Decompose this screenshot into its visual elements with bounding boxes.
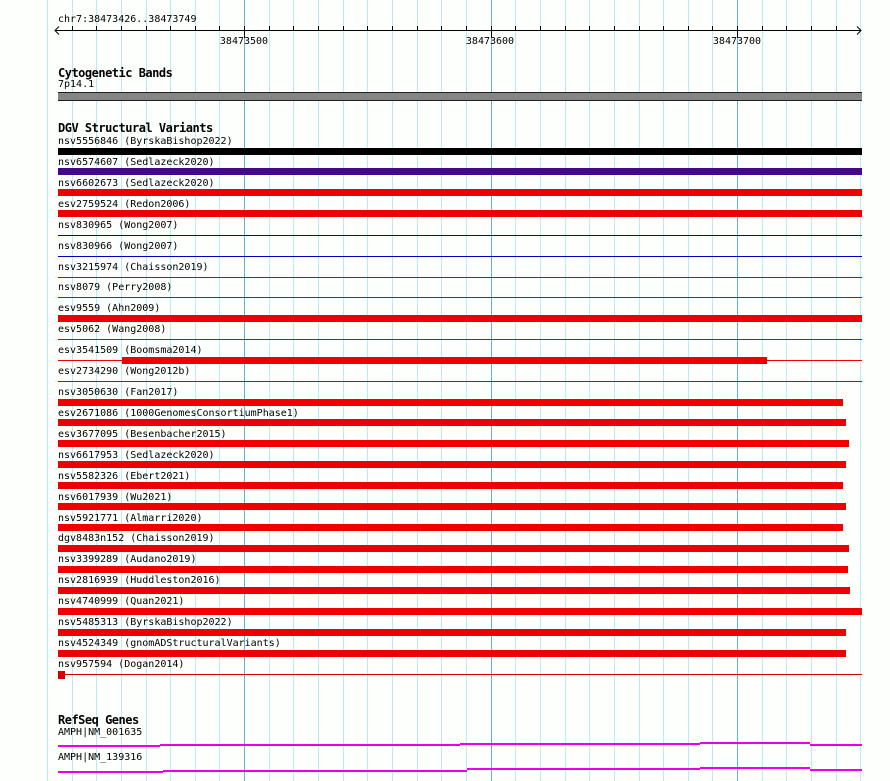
- variant-label: nsv5556846 (ByrskaBishop2022): [58, 136, 233, 147]
- minor-gridline: [836, 0, 837, 781]
- ruler-tick: [639, 26, 640, 30]
- ruler-tick: [540, 26, 541, 30]
- variant-label: nsv8079 (Perry2008): [58, 282, 173, 294]
- variant-bar[interactable]: [58, 277, 862, 278]
- cytoband-bar[interactable]: [58, 92, 862, 101]
- ruler-tick: [318, 26, 319, 30]
- minor-gridline: [343, 0, 344, 781]
- variant-label: nsv3215974 (Chaisson2019): [58, 261, 209, 273]
- ruler-tick: [293, 26, 294, 30]
- minor-gridline: [417, 0, 418, 781]
- minor-gridline: [589, 0, 590, 781]
- variant-bar[interactable]: [58, 315, 862, 322]
- variant-label: esv3677095 (Besenbacher2015): [58, 428, 227, 440]
- variant-bar[interactable]: [58, 566, 848, 573]
- dgv-header: DGV Structural Variants: [58, 121, 213, 135]
- variant-label: nsv4524349 (gnomADStructuralVariants): [58, 638, 281, 650]
- variant-label: nsv5485313 (ByrskaBishop2022): [58, 617, 233, 629]
- minor-gridline: [786, 0, 787, 781]
- variant-bar[interactable]: [58, 482, 843, 489]
- ruler-tick-label: 38473500: [219, 36, 269, 47]
- variant-label: esv5062 (Wang2008): [58, 324, 167, 336]
- minor-gridline: [811, 0, 812, 781]
- variant-label: nsv4740999 (Quan2021): [58, 596, 185, 608]
- variant-bar[interactable]: [58, 168, 862, 175]
- variant-bar[interactable]: [58, 650, 846, 657]
- minor-gridline: [367, 0, 368, 781]
- variant-bar[interactable]: [122, 357, 767, 364]
- minor-gridline: [663, 0, 664, 781]
- ruler-tick: [219, 26, 220, 30]
- ruler-tick-label: 38473600: [465, 36, 515, 47]
- region-title: chr7:38473426..38473749: [58, 14, 197, 25]
- ruler-tick: [170, 26, 171, 30]
- gene-line[interactable]: [810, 744, 862, 746]
- variant-label: nsv6574607 (Sedlazeck2020): [58, 156, 215, 168]
- gene-line[interactable]: [460, 743, 700, 745]
- minor-gridline: [762, 0, 763, 781]
- ruler-tick: [367, 26, 368, 30]
- minor-gridline: [219, 0, 220, 781]
- gene-line[interactable]: [700, 767, 810, 769]
- ruler-tick: [269, 26, 270, 30]
- variant-label: nsv2816939 (Huddleston2016): [58, 575, 221, 587]
- ruler-tick: [688, 26, 689, 30]
- ruler-tick-label: 38473700: [712, 36, 762, 47]
- cytogenetic-bands-header: Cytogenetic Bands: [58, 66, 173, 80]
- variant-bar[interactable]: [767, 360, 862, 361]
- variant-bar[interactable]: [58, 440, 849, 447]
- ruler-tick: [195, 26, 196, 30]
- minor-gridline: [269, 0, 270, 781]
- variant-label: esv2759524 (Redon2006): [58, 198, 191, 210]
- variant-label: nsv6617953 (Sedlazeck2020): [58, 449, 215, 461]
- variant-label: nsv5582326 (Ebert2021): [58, 470, 191, 482]
- gene-line[interactable]: [467, 768, 700, 770]
- ruler-tick: [96, 26, 97, 30]
- variant-bar[interactable]: [58, 545, 849, 552]
- variant-bar[interactable]: [58, 671, 65, 679]
- variant-label: dgv8483n152 (Chaisson2019): [58, 533, 215, 545]
- ruler-tick: [417, 26, 418, 30]
- variant-bar[interactable]: [58, 210, 862, 217]
- gene-line[interactable]: [163, 770, 467, 772]
- variant-label: nsv6017939 (Wu2021): [58, 491, 173, 503]
- variant-bar[interactable]: [58, 360, 122, 361]
- variant-bar[interactable]: [58, 524, 843, 531]
- variant-bar[interactable]: [58, 189, 862, 196]
- variant-bar[interactable]: [58, 148, 862, 155]
- ruler-tick: [121, 26, 122, 30]
- minor-gridline: [639, 0, 640, 781]
- gene-label: AMPH|NM_001635: [58, 727, 143, 738]
- major-gridline: [491, 0, 492, 781]
- ruler-tick: [466, 26, 467, 30]
- ruler-tick: [614, 26, 615, 30]
- variant-bar[interactable]: [58, 419, 846, 426]
- minor-gridline: [860, 0, 861, 781]
- cytoband-name: 7p14.1: [58, 79, 95, 90]
- variant-bar[interactable]: [58, 339, 862, 340]
- variant-bar[interactable]: [58, 235, 862, 236]
- ruler-tick: [441, 26, 442, 30]
- minor-gridline: [195, 0, 196, 781]
- variant-bar[interactable]: [58, 297, 862, 298]
- variant-label: esv3541509 (Boomsma2014): [58, 345, 203, 357]
- ruler-tick: [72, 26, 73, 30]
- variant-label: nsv3050630 (Fan2017): [58, 387, 179, 399]
- minor-gridline: [565, 0, 566, 781]
- variant-label: nsv830965 (Wong2007): [58, 219, 179, 231]
- ruler-tick: [392, 26, 393, 30]
- variant-label: nsv6602673 (Sedlazeck2020): [58, 177, 215, 189]
- gene-line[interactable]: [700, 742, 810, 744]
- ruler-tick: [589, 26, 590, 30]
- variant-bar[interactable]: [58, 256, 862, 257]
- minor-gridline: [540, 0, 541, 781]
- variant-label: nsv5921771 (Almarri2020): [58, 512, 203, 524]
- minor-gridline: [515, 0, 516, 781]
- refseq-header: RefSeq Genes: [58, 713, 139, 727]
- variant-bar[interactable]: [58, 381, 862, 382]
- gene-label: AMPH|NM_139316: [58, 752, 143, 763]
- variant-label: nsv3399289 (Audano2019): [58, 554, 197, 566]
- variant-label: esv2671086 (1000GenomesConsortiumPhase1): [58, 407, 299, 419]
- variant-bar[interactable]: [58, 399, 843, 406]
- variant-bar[interactable]: [58, 461, 846, 468]
- minor-gridline: [712, 0, 713, 781]
- ruler-tick: [515, 26, 516, 30]
- major-gridline: [737, 0, 738, 781]
- ruler-tick: [343, 26, 344, 30]
- variant-bar[interactable]: [58, 503, 846, 510]
- ruler-tick: [712, 26, 713, 30]
- variant-bar[interactable]: [58, 608, 862, 615]
- variant-bar[interactable]: [58, 629, 846, 636]
- ruler-tick: [762, 26, 763, 30]
- left-arrow-icon: [53, 25, 63, 36]
- ruler-tick: [836, 26, 837, 30]
- variant-bar[interactable]: [58, 587, 850, 594]
- minor-gridline: [441, 0, 442, 781]
- minor-gridline: [47, 0, 48, 781]
- gene-line[interactable]: [810, 769, 862, 771]
- minor-gridline: [688, 0, 689, 781]
- variant-label: nsv830966 (Wong2007): [58, 240, 179, 252]
- variant-label: esv9559 (Ahn2009): [58, 303, 161, 315]
- minor-gridline: [466, 0, 467, 781]
- major-gridline: [244, 0, 245, 781]
- gene-line[interactable]: [58, 771, 163, 773]
- minor-gridline: [392, 0, 393, 781]
- variant-label: esv2734290 (Wong2012b): [58, 366, 191, 378]
- ruler-tick: [811, 26, 812, 30]
- ruler-tick: [146, 26, 147, 30]
- right-arrow-icon: [853, 25, 863, 36]
- variant-bar[interactable]: [65, 674, 862, 675]
- minor-gridline: [293, 0, 294, 781]
- minor-gridline: [614, 0, 615, 781]
- gene-line[interactable]: [58, 745, 160, 747]
- minor-gridline: [318, 0, 319, 781]
- gene-line[interactable]: [160, 744, 460, 746]
- variant-label: nsv957594 (Dogan2014): [58, 659, 185, 670]
- ruler-tick: [786, 26, 787, 30]
- ruler-tick: [565, 26, 566, 30]
- ruler-axis-line: [58, 30, 860, 31]
- ruler-tick: [663, 26, 664, 30]
